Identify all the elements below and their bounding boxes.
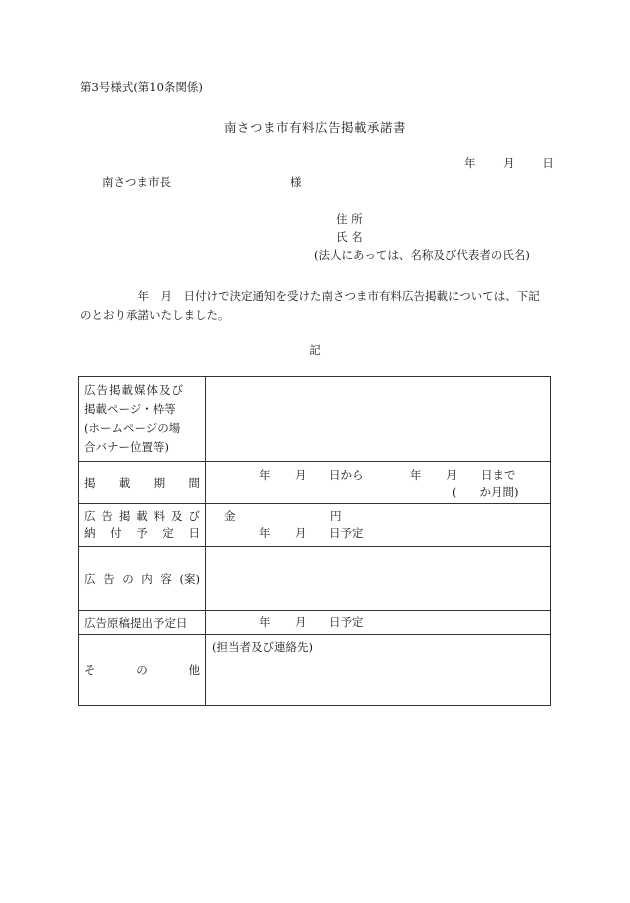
date-day: 日 [542, 156, 554, 170]
fee-label [79, 504, 206, 547]
row-period [79, 462, 551, 504]
submission-month: 月 [295, 615, 307, 629]
period-label-char: 掲 [84, 475, 96, 490]
addressee-honorific: 様 [290, 175, 302, 189]
address-label: 住 所 [336, 212, 363, 226]
details-table [78, 376, 551, 706]
fee-label-char: び [188, 509, 200, 523]
document-title: 南さつま市有料広告掲載承諾書 [223, 120, 406, 135]
fee-label-char: 料 [153, 509, 166, 523]
fee-kin: 金 [224, 509, 236, 523]
corporate-note: (法人にあっては、名称及び代表者の氏名) [314, 248, 530, 262]
other-label-char: の [136, 663, 148, 677]
name-label: 氏 名 [336, 230, 363, 244]
period-label-char: 載 [118, 475, 131, 490]
media-value[interactable] [206, 377, 551, 462]
period-start-day: 日から [329, 468, 364, 482]
form-number: 第3号様式(第10条関係) [80, 80, 203, 94]
submission-value[interactable] [206, 611, 551, 635]
body-text: 年 月 日付けで決定通知を受けた南さつま市有料広告掲載については、下記のとおり承諾いたしました。 [80, 289, 540, 322]
fee-yen: 円 [330, 509, 342, 523]
date-month: 月 [503, 156, 515, 170]
media-label [79, 377, 206, 462]
fee-label-char: 定 [162, 526, 174, 540]
row-fee [79, 504, 551, 547]
content-value[interactable] [206, 547, 551, 611]
fee-value[interactable] [206, 504, 551, 547]
media-label-line4: 合バナー位置等) [84, 440, 169, 454]
fee-month: 月 [295, 526, 307, 540]
period-end-month: 月 [446, 468, 458, 482]
other-note: (担当者及び連絡先) [212, 640, 313, 654]
content-label-char: (案) [179, 571, 200, 586]
content-label-char: 告 [103, 571, 115, 586]
period-start-month: 月 [295, 468, 307, 482]
submission-label: 広告原稿提出予定日 [79, 611, 206, 635]
period-end-year: 年 [410, 468, 422, 482]
fee-label-char: 付 [110, 526, 122, 540]
other-label [79, 635, 206, 706]
content-label-char: 広 [84, 571, 96, 586]
row-submission [79, 611, 551, 635]
fee-label-char: 納 [84, 526, 96, 540]
other-label-char: 他 [188, 663, 200, 677]
period-label-char: 間 [188, 475, 200, 490]
content-label-char: 容 [160, 571, 172, 586]
row-other [79, 635, 551, 706]
content-label [79, 547, 206, 611]
submission-day: 日予定 [329, 615, 364, 629]
ki-heading: 記 [309, 343, 321, 357]
row-content [79, 547, 551, 611]
period-value[interactable] [206, 462, 551, 504]
date-line [460, 156, 554, 171]
content-label-char: 内 [141, 571, 153, 586]
addressee-name: 南さつま市長 [102, 175, 171, 189]
fee-label-char: 広 [84, 509, 96, 523]
fee-day: 日予定 [329, 526, 364, 540]
period-months: ( か月間) [452, 485, 519, 499]
fee-label-char: 及 [171, 509, 183, 523]
period-start-year: 年 [259, 468, 271, 482]
period-end-day: 日まで [481, 468, 516, 482]
fee-year: 年 [259, 526, 271, 540]
fee-label-char: 予 [136, 526, 148, 540]
media-label-line1: 広告掲載媒体及び [84, 383, 184, 397]
media-label-line2: 掲載ページ・枠等 [84, 402, 176, 416]
content-label-char: の [122, 571, 134, 586]
fee-label-char: 載 [136, 509, 148, 523]
other-value[interactable] [206, 635, 551, 706]
date-year: 年 [464, 156, 476, 170]
other-label-char: そ [84, 663, 96, 677]
period-label-char: 期 [153, 475, 166, 490]
fee-label-char: 掲 [118, 509, 131, 523]
submission-year: 年 [259, 615, 271, 629]
fee-label-char: 告 [101, 509, 113, 523]
fee-label-char: 日 [188, 526, 200, 540]
period-label [79, 462, 206, 504]
row-media [79, 377, 551, 462]
media-label-line3: (ホームページの場 [84, 421, 181, 435]
